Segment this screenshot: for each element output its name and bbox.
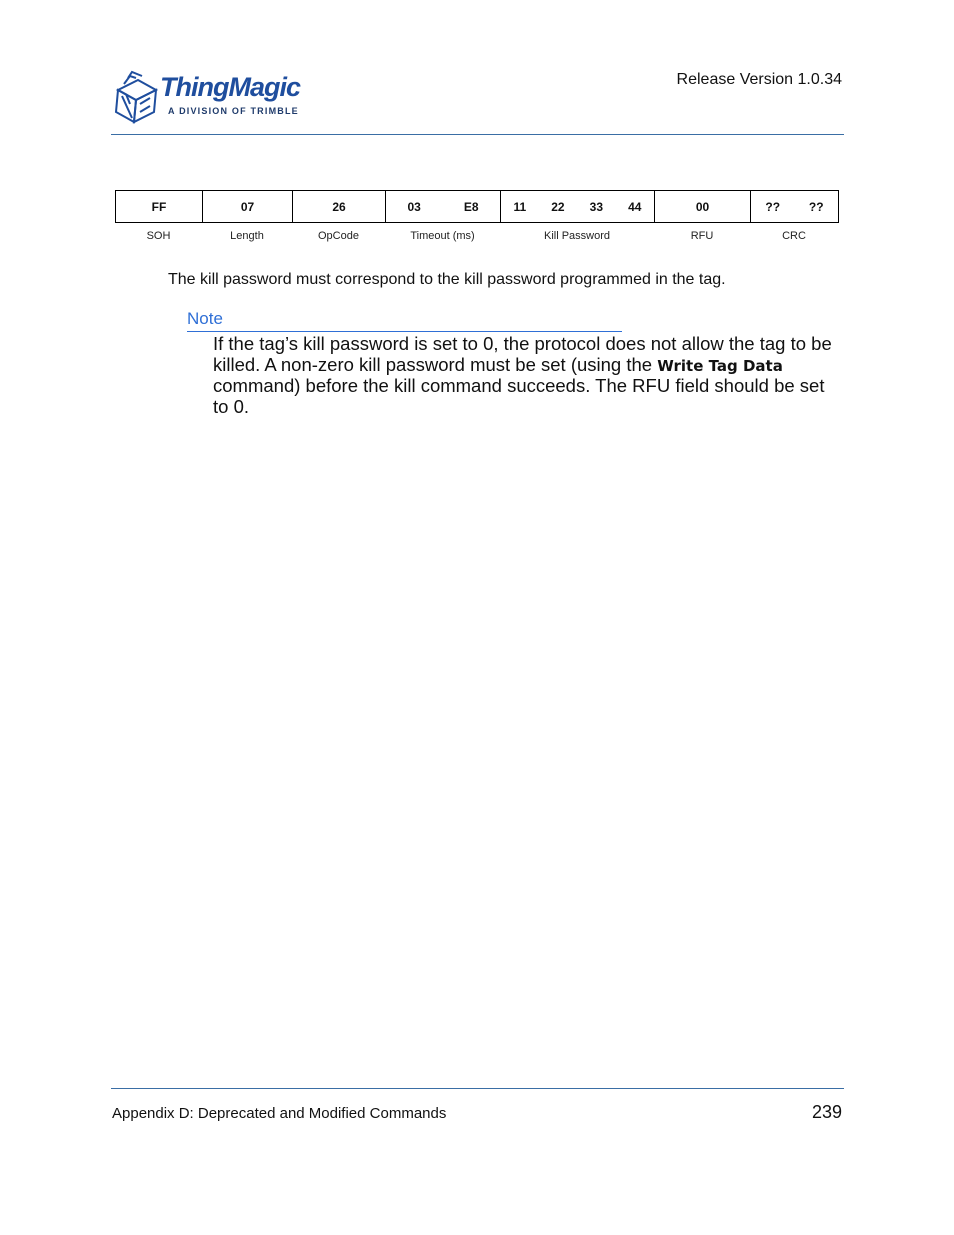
thingmagic-logo bbox=[112, 68, 312, 126]
footer-divider bbox=[111, 1088, 844, 1089]
rfu-cell: 00 bbox=[655, 191, 751, 223]
opcode-cell: 26 bbox=[293, 191, 386, 223]
crc-cell bbox=[751, 191, 839, 223]
release-version: Release Version 1.0.34 bbox=[676, 71, 842, 88]
soh-cell: FF bbox=[116, 191, 203, 223]
note-text-end: command) before the kill command succeeds. The RFU field should be set to 0. bbox=[213, 375, 825, 417]
table-field-labels bbox=[115, 230, 838, 246]
label-crc: CRC bbox=[782, 230, 806, 242]
note-body bbox=[213, 334, 843, 417]
header-divider bbox=[111, 134, 844, 135]
cube-logo-icon bbox=[112, 68, 160, 126]
note-text-start: If the tag’s kill password is set to 0, the protocol does not allow the tag to be killed. A non-zero kill password must be set (using the bbox=[213, 333, 832, 375]
kill-password-byte: 44 bbox=[628, 199, 642, 214]
length-cell: 07 bbox=[203, 191, 293, 223]
label-timeout: Timeout (ms) bbox=[410, 230, 475, 242]
timeout-byte: 03 bbox=[407, 199, 421, 214]
kill-password-cell bbox=[501, 191, 655, 223]
label-kill-password: Kill Password bbox=[543, 230, 611, 242]
kill-password-byte: 22 bbox=[551, 199, 565, 214]
kill-password-byte: 11 bbox=[513, 199, 527, 214]
label-soh: SOH bbox=[146, 230, 171, 242]
logo-wordmark: ThingMagic bbox=[160, 72, 300, 102]
kill-command-table bbox=[115, 190, 839, 223]
note-divider bbox=[187, 331, 622, 332]
crc-byte: ?? bbox=[808, 199, 824, 214]
crc-byte: ?? bbox=[765, 199, 781, 214]
write-tag-data-command: Write Tag Data bbox=[657, 356, 783, 375]
label-opcode: OpCode bbox=[318, 230, 359, 242]
label-rfu: RFU bbox=[690, 230, 714, 242]
footer-section-title: Appendix D: Deprecated and Modified Commands bbox=[112, 1105, 447, 1122]
kill-password-byte: 33 bbox=[589, 199, 604, 214]
timeout-cell bbox=[386, 191, 501, 223]
kill-password-paragraph: The kill password must correspond to the kill password programmed in the tag. bbox=[168, 271, 726, 288]
logo-subtitle: A DIVISION OF TRIMBLE bbox=[168, 106, 299, 116]
page-number: 239 bbox=[811, 1102, 842, 1122]
label-length: Length bbox=[230, 230, 264, 242]
timeout-byte: E8 bbox=[463, 199, 479, 214]
note-heading: Note bbox=[187, 309, 223, 328]
